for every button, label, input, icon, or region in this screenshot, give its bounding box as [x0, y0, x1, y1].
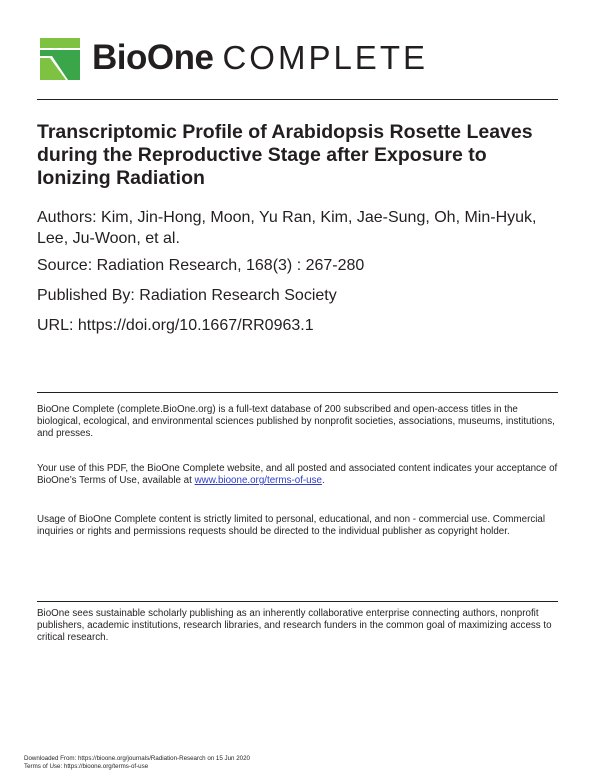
- article-authors: Authors: Kim, Jin-Hong, Moon, Yu Ran, Kim, Jae-Sung, Oh, Min-Hyuk, Lee, Ju-Woon, et al.: [37, 209, 537, 247]
- download-footer: Downloaded From: https://bioone.org/journals/Radiation-Research on 15 Jun 2020: [24, 755, 250, 762]
- terms-notice-text: Your use of this PDF, the BioOne Complete website, and all posted and associated content indicates your acceptance of BioOne’s Terms of Use, available at: [37, 463, 558, 486]
- mission-statement: BioOne sees sustainable scholarly publishing as an inherently collaborative enterprise connecting authors, nonprofit publishers, academic institutions, research libraries, and research funders in the common goal of maximizing access to critical research.: [37, 608, 552, 643]
- usage-notice: Usage of BioOne Complete content is strictly limited to personal, educational, and non - commercial use. Commercial inquiries or rights and permissions requests should be directed to the individual publisher as copyright holder.: [37, 514, 546, 537]
- brand-name-bold: BioOne: [92, 38, 214, 77]
- mission-divider: [37, 601, 558, 602]
- article-publisher: Published By: Radiation Research Society: [37, 287, 337, 304]
- terms-notice: [37, 463, 562, 487]
- terms-notice-end: .: [321, 475, 325, 486]
- brand-name-light: COMPLETE: [222, 39, 428, 76]
- brand-wordmark: [92, 40, 428, 75]
- article-url[interactable]: URL: https://doi.org/10.1667/RR0963.1: [37, 317, 314, 334]
- article-source: Source: Radiation Research, 168(3) : 267-280: [37, 257, 365, 274]
- terms-of-use-link[interactable]: www.bioone.org/terms-of-use: [194, 475, 322, 486]
- section-divider: [37, 392, 558, 393]
- terms-footer: Terms of Use: https://bioone.org/terms-of-use: [24, 763, 149, 770]
- article-title: Transcriptomic Profile of Arabidopsis Rosette Leaves during the Reproductive Stage after Exposure to Ionizing Radiation: [37, 121, 533, 189]
- about-notice: BioOne Complete (complete.BioOne.org) is a full-text database of 200 subscribed and open-access titles in the biological, ecological, and environmental sciences published by nonprofit societies, associations, museums, institutions, and presses.: [37, 404, 555, 439]
- header-divider: [37, 99, 558, 100]
